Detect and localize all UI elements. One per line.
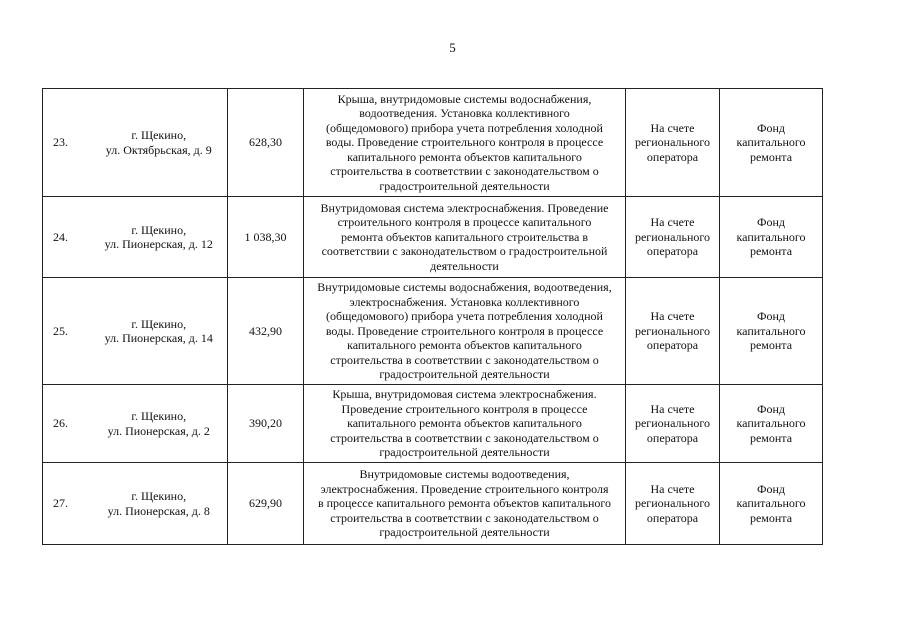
area-cell: 432,90 xyxy=(228,278,304,385)
fund-cell xyxy=(720,463,823,545)
works-line: строительства в соответствии с законодательством о xyxy=(330,510,599,525)
account-line: регионального xyxy=(634,135,711,150)
works-line: капитального ремонта объектов капитального xyxy=(347,416,582,431)
works-line: (общедомового) прибора учета потребления холодной xyxy=(326,309,603,324)
account-line: оператора xyxy=(646,338,699,353)
fund-cell xyxy=(720,89,823,197)
address-cell xyxy=(91,278,228,385)
works-line: деятельности xyxy=(430,258,499,273)
works-line: воды. Проведение строительного контроля в процессе xyxy=(325,323,604,338)
works-line: градостроительной деятельности xyxy=(379,445,550,460)
works-cell xyxy=(304,278,626,385)
account-line: На счете xyxy=(650,401,695,416)
address-line: ул. Пионерская, д. 12 xyxy=(104,237,213,251)
fund-line: капитального xyxy=(736,229,806,244)
fund-line: Фонд xyxy=(756,309,785,324)
account-cell xyxy=(626,197,720,278)
address-cell xyxy=(91,463,228,545)
fund-line: Фонд xyxy=(756,215,785,230)
address-line: ул. Пионерская, д. 8 xyxy=(107,503,210,518)
works-line: строительства в соответствии с законодательством о xyxy=(330,164,599,179)
works-line: капитального ремонта объектов капитального xyxy=(347,338,582,353)
account-line: На счете xyxy=(650,309,695,324)
address-line: г. Щекино, xyxy=(131,128,187,142)
address-line: г. Щекино, xyxy=(131,409,187,423)
works-line: градостроительной деятельности xyxy=(379,178,550,193)
area-cell: 629,90 xyxy=(228,463,304,545)
works-line: Внутридомовые системы водоотведения, xyxy=(359,467,570,482)
works-line: капитального ремонта объектов капитального xyxy=(347,149,582,164)
account-cell xyxy=(626,278,720,385)
fund-cell xyxy=(720,385,823,463)
works-line: Проведение строительного контроля в процессе xyxy=(341,401,588,416)
fund-line: ремонта xyxy=(749,149,793,164)
address-line: г. Щекино, xyxy=(131,316,187,331)
fund-line: ремонта xyxy=(749,338,793,353)
address-line: г. Щекино, xyxy=(131,222,187,237)
page-number: 5 xyxy=(449,40,456,55)
account-line: оператора xyxy=(646,510,699,525)
account-line: регионального xyxy=(634,496,711,511)
row-number: 24. xyxy=(43,197,91,278)
fund-cell xyxy=(720,197,823,278)
works-line: градостроительной деятельности xyxy=(379,367,550,382)
fund-line: ремонта xyxy=(749,510,793,525)
account-cell xyxy=(626,463,720,545)
fund-cell xyxy=(720,278,823,385)
works-line: строительства в соответствии с законодательством о xyxy=(330,352,599,367)
account-line: оператора xyxy=(646,430,699,445)
works-line: соответствии с законодательством о градостроительной xyxy=(321,244,608,259)
works-line: в процессе капитального ремонта объектов капитального xyxy=(317,496,612,511)
account-cell xyxy=(626,385,720,463)
table-row xyxy=(43,385,823,463)
account-line: регионального xyxy=(634,229,711,244)
table-row xyxy=(43,89,823,197)
works-line: строительного контроля в процессе капитального xyxy=(337,215,592,230)
address-cell xyxy=(91,89,228,197)
table-row xyxy=(43,463,823,545)
works-cell xyxy=(304,197,626,278)
account-cell xyxy=(626,89,720,197)
row-number: 25. xyxy=(43,278,91,385)
works-line: электроснабжения. Установка коллективного xyxy=(349,294,580,309)
works-line: ремонта объектов капитального строительства в xyxy=(340,229,589,244)
works-cell xyxy=(304,463,626,545)
fund-line: капитального xyxy=(736,323,806,338)
table-row xyxy=(43,197,823,278)
address-line: ул. Пионерская, д. 2 xyxy=(107,423,210,438)
row-number: 26. xyxy=(43,385,91,463)
works-line: воды. Проведение строительного контроля в процессе xyxy=(325,135,604,150)
fund-line: Фонд xyxy=(756,481,785,496)
fund-line: ремонта xyxy=(749,244,793,259)
works-cell xyxy=(304,385,626,463)
works-line: Внутридомовая система электроснабжения. Проведение xyxy=(320,200,609,215)
row-number: 27. xyxy=(43,463,91,545)
account-line: оператора xyxy=(646,244,699,259)
account-line: оператора xyxy=(646,149,699,164)
address-line: ул. Пионерская, д. 14 xyxy=(104,331,213,345)
works-line: градостроительной деятельности xyxy=(379,525,550,540)
account-line: На счете xyxy=(650,120,695,135)
fund-line: Фонд xyxy=(756,401,785,416)
works-cell xyxy=(304,89,626,197)
capital-repair-table xyxy=(42,88,823,545)
address-cell xyxy=(91,385,228,463)
table-row xyxy=(43,278,823,385)
fund-line: ремонта xyxy=(749,430,793,445)
account-line: На счете xyxy=(650,481,695,496)
works-line: Внутридомовые системы водоснабжения, водоотведения, xyxy=(317,280,612,295)
account-line: регионального xyxy=(634,323,711,338)
works-line: строительства в соответствии с законодательством о xyxy=(330,430,599,445)
fund-line: Фонд xyxy=(756,120,785,135)
row-number: 23. xyxy=(43,89,91,197)
area-cell: 1 038,30 xyxy=(228,197,304,278)
area-cell: 628,30 xyxy=(228,89,304,197)
works-line: водоотведения. Установка коллективного xyxy=(359,106,570,121)
works-line: электроснабжения. Проведение строительного контроля xyxy=(320,481,609,496)
account-line: регионального xyxy=(634,416,711,431)
area-cell: 390,20 xyxy=(228,385,304,463)
works-line: Крыша, внутридомовые системы водоснабжения, xyxy=(337,91,592,106)
fund-line: капитального xyxy=(736,416,806,431)
address-line: г. Щекино, xyxy=(131,489,187,503)
works-line: (общедомового) прибора учета потребления холодной xyxy=(326,120,603,135)
fund-line: капитального xyxy=(736,496,806,511)
fund-line: капитального xyxy=(736,135,806,150)
account-line: На счете xyxy=(650,215,695,230)
works-line: Крыша, внутридомовая система электроснабжения. xyxy=(332,387,597,402)
address-line: ул. Октябрьская, д. 9 xyxy=(105,142,212,157)
address-cell xyxy=(91,197,228,278)
